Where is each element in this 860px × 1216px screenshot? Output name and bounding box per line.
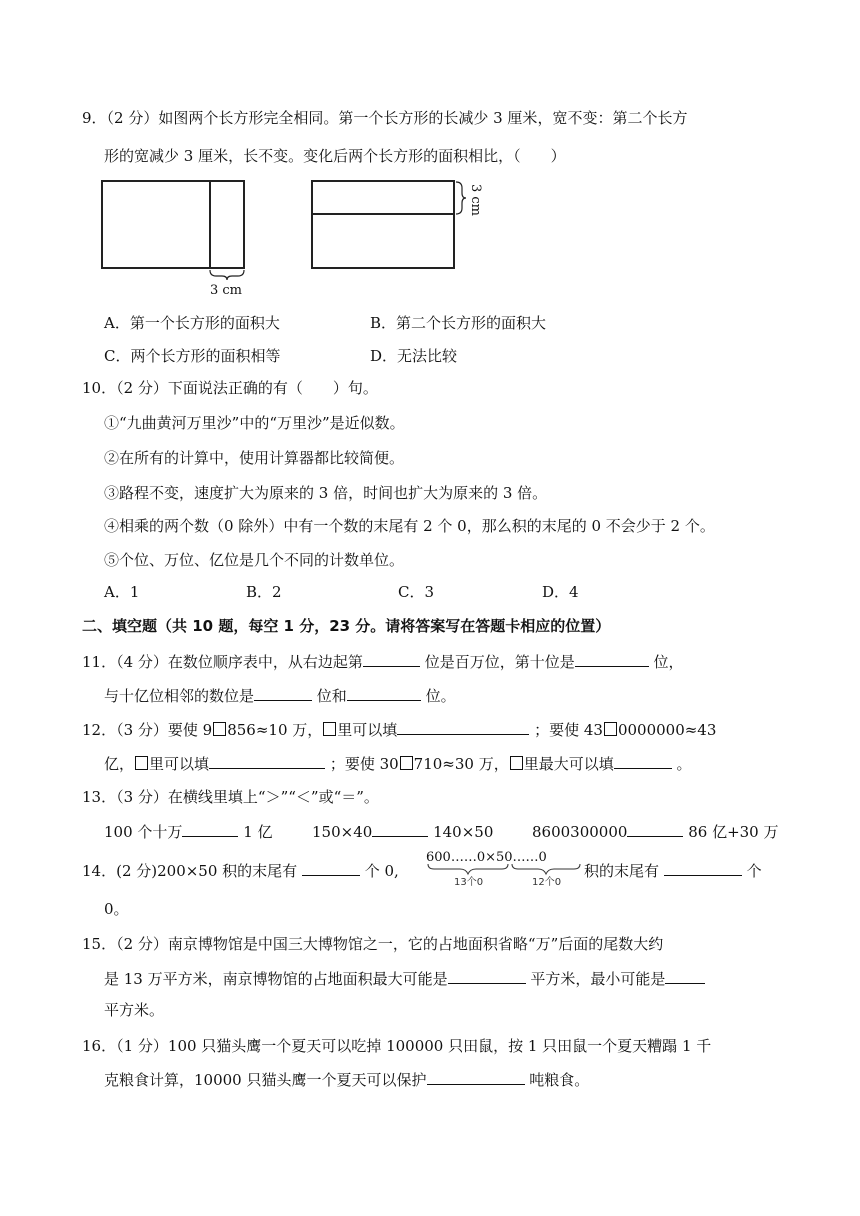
q14-text-d: 个 bbox=[746, 862, 762, 880]
q10-item-4: ④相乘的两个数（0 除外）中有一个数的末尾有 2 个 0，那么积的末尾的 0 不会少于 2 个。 bbox=[104, 517, 715, 535]
q14-expression: 600……0×50……0 bbox=[426, 850, 547, 865]
q9-option-b: B．第二个长方形的面积大 bbox=[370, 314, 547, 332]
q14-text-c: 积的末尾有 bbox=[584, 862, 660, 880]
q13-compare-2 bbox=[312, 821, 493, 842]
section-heading: 二、填空题（共 10 题，每空 1 分，23 分。请将答案写在答题卡相应的位置） bbox=[82, 617, 611, 635]
q16-line1: 16．（1 分）100 只猫头鹰一个夏天可以吃掉 100000 只田鼠，按 1 只田鼠一个夏天糟蹋 1 千 bbox=[82, 1037, 712, 1055]
fig-label-side: 3 cm bbox=[468, 184, 483, 217]
first-rectangle bbox=[102, 181, 244, 268]
q14-brace-right bbox=[512, 864, 580, 874]
q11-blank-2[interactable] bbox=[575, 651, 649, 667]
q15-line2 bbox=[104, 968, 705, 989]
q11-text-f: 位。 bbox=[425, 687, 456, 705]
q13-c3-left: 8600300000 bbox=[532, 823, 628, 841]
q14-brace-expression bbox=[424, 847, 584, 887]
q11-blank-1[interactable] bbox=[363, 651, 420, 667]
q10-item-2: ②在所有的计算中，使用计算器都比较简便。 bbox=[104, 449, 405, 467]
q13-c2-right: 140×50 bbox=[433, 823, 494, 841]
q10-item-1: ①“九曲黄河万里沙”中的“万里沙”是近似数。 bbox=[104, 414, 405, 432]
q12-blank-3[interactable] bbox=[614, 753, 672, 769]
q14-blank-1[interactable] bbox=[302, 860, 360, 876]
q13-c2-left: 150×40 bbox=[312, 823, 373, 841]
q16-line2 bbox=[104, 1069, 589, 1090]
q13-blank-1[interactable] bbox=[182, 821, 238, 837]
q12-text-d: ；要使 43 bbox=[534, 721, 603, 739]
q12-text-i: 710≈30 万， bbox=[413, 755, 509, 773]
q15-line3: 平方米。 bbox=[104, 1001, 165, 1019]
q11-text-e: 位和 bbox=[316, 687, 347, 705]
q14-line1-right bbox=[584, 860, 762, 881]
q12-box-2 bbox=[604, 722, 617, 736]
q13-c1-right: 1 亿 bbox=[243, 823, 273, 841]
q12-line1 bbox=[82, 719, 716, 740]
q10-option-c: C．3 bbox=[398, 583, 435, 601]
q12-text-j: 里最大可以填 bbox=[523, 755, 614, 773]
q14-blank-2[interactable] bbox=[664, 860, 742, 876]
q12-text-c: 里可以填 bbox=[337, 721, 398, 739]
q12-text-g: 里可以填 bbox=[149, 755, 210, 773]
q13-stem: 13．（3 分）在横线里填上“＞”“＜”或“＝”。 bbox=[82, 788, 379, 806]
q12-text-f: 亿， bbox=[104, 755, 135, 773]
q11-text-d: 与十亿位相邻的数位是 bbox=[104, 687, 255, 705]
q12-blank-2[interactable] bbox=[209, 753, 325, 769]
q11-line1 bbox=[82, 651, 684, 672]
q11-text-b: 位是百万位，第十位是 bbox=[424, 653, 575, 671]
q11-blank-4[interactable] bbox=[347, 685, 421, 701]
q12-blank-1[interactable] bbox=[397, 719, 529, 735]
q14-brace-left bbox=[428, 864, 508, 874]
q11-text-a: 11．（4 分）在数位顺序表中，从右边起第 bbox=[82, 653, 363, 671]
q14-line1-left bbox=[82, 860, 399, 881]
q12-text-e: 0000000≈43 bbox=[617, 721, 717, 739]
q12-box-2-ref bbox=[135, 756, 148, 770]
q12-text-a: 12．（3 分）要使 9 bbox=[82, 721, 213, 739]
q12-box-3 bbox=[400, 756, 413, 770]
q14-brace-label-2: 12个0 bbox=[532, 877, 562, 888]
q10-option-a: A．1 bbox=[104, 583, 140, 601]
bottom-brace bbox=[210, 270, 244, 280]
q12-box-1-ref bbox=[323, 722, 336, 736]
q9-line1: 9．（2 分）如图两个长方形完全相同。第一个长方形的长减少 3 厘米，宽不变：第二个长方 bbox=[82, 109, 688, 127]
q16-blank-1[interactable] bbox=[427, 1069, 525, 1085]
q12-line2 bbox=[104, 753, 692, 774]
q9-option-d: D．无法比较 bbox=[370, 347, 458, 365]
q9-line2: 形的宽减少 3 厘米，长不变。变化后两个长方形的面积相比，（ ） bbox=[104, 147, 566, 165]
q15-blank-1[interactable] bbox=[448, 968, 526, 984]
q13-c1-left: 100 个十万 bbox=[104, 823, 183, 841]
q11-line2 bbox=[104, 685, 456, 706]
side-brace bbox=[456, 182, 466, 214]
q15-text-b: 是 13 万平方米，南京博物馆的占地面积最大可能是 bbox=[104, 970, 448, 988]
q9-rectangles-figure bbox=[100, 178, 483, 298]
q14-text-b: 个 0, bbox=[364, 862, 399, 880]
q12-box-3-ref bbox=[510, 756, 523, 770]
q11-blank-3[interactable] bbox=[254, 685, 312, 701]
q15-text-c: 平方米，最小可能是 bbox=[530, 970, 666, 988]
q13-compare-3 bbox=[532, 821, 779, 842]
q13-blank-3[interactable] bbox=[627, 821, 683, 837]
q10-option-b: B．2 bbox=[246, 583, 282, 601]
second-rectangle bbox=[312, 181, 454, 268]
q12-text-b: 856≈10 万， bbox=[227, 721, 323, 739]
q13-blank-2[interactable] bbox=[372, 821, 428, 837]
q10-stem: 10．（2 分）下面说法正确的有（ ）句。 bbox=[82, 379, 378, 397]
q11-text-c: 位， bbox=[653, 653, 684, 671]
q10-item-3: ③路程不变，速度扩大为原来的 3 倍，时间也扩大为原来的 3 倍。 bbox=[104, 484, 548, 502]
q12-text-h: ；要使 30 bbox=[329, 755, 399, 773]
q16-text-b: 克粮食计算，10000 只猫头鹰一个夏天可以保护 bbox=[104, 1071, 427, 1089]
q10-option-d: D．4 bbox=[542, 583, 579, 601]
q14-line2: 0。 bbox=[104, 900, 129, 918]
q9-option-c: C．两个长方形的面积相等 bbox=[104, 347, 281, 365]
q14-brace-label-1: 13个0 bbox=[454, 877, 484, 888]
q14-text-a: 14．(2 分)200×50 积的末尾有 bbox=[82, 862, 298, 880]
q9-option-a: A．第一个长方形的面积大 bbox=[104, 314, 280, 332]
fig-label-bottom: 3 cm bbox=[210, 283, 243, 298]
q13-compare-1 bbox=[104, 821, 273, 842]
q16-text-c: 吨粮食。 bbox=[529, 1071, 590, 1089]
q15-line1: 15．（2 分）南京博物馆是中国三大博物馆之一，它的占地面积省略“万”后面的尾数大约 bbox=[82, 935, 664, 953]
q10-item-5: ⑤个位、万位、亿位是几个不同的计数单位。 bbox=[104, 551, 405, 569]
q12-text-k: 。 bbox=[676, 755, 692, 773]
q12-box-1 bbox=[213, 722, 226, 736]
q15-blank-2[interactable] bbox=[665, 968, 705, 984]
q13-c3-right: 86 亿+30 万 bbox=[688, 823, 779, 841]
